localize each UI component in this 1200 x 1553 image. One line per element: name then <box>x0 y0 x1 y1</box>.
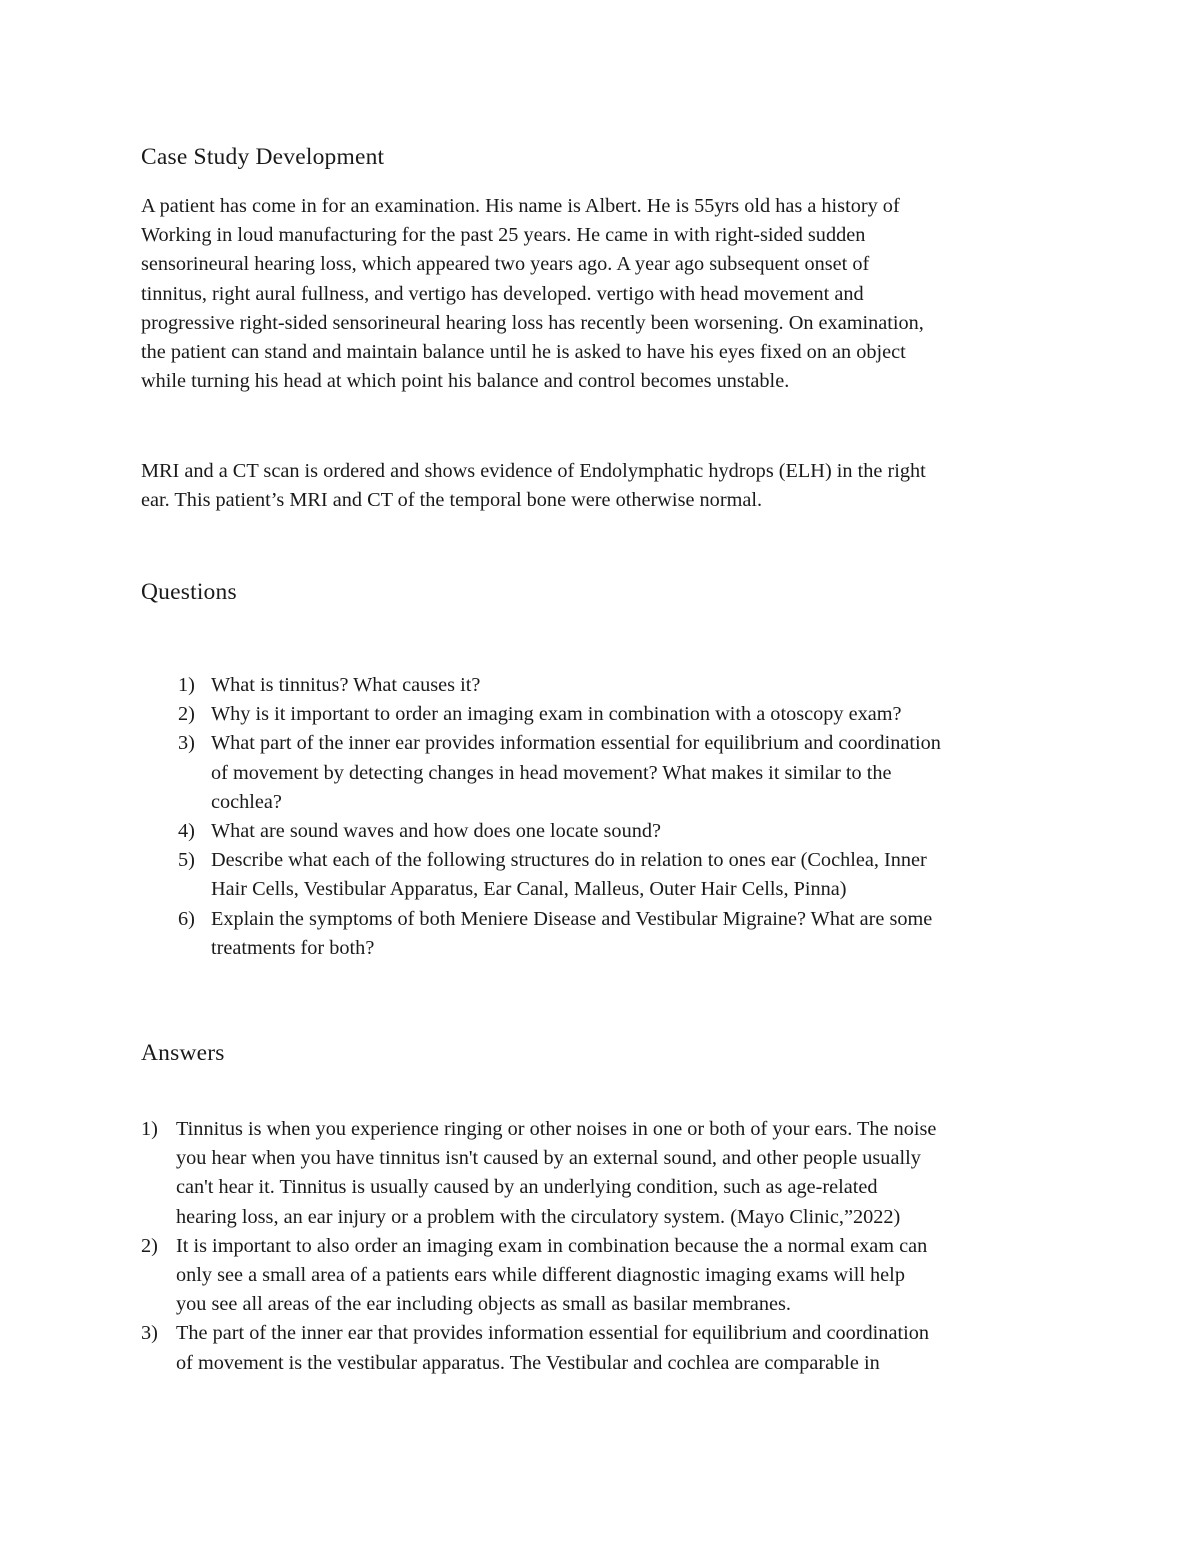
list-number: 1) <box>178 674 195 696</box>
paragraph-line: while turning his head at which point his balance and control becomes unstable. <box>141 370 790 393</box>
question-line: Explain the symptoms of both Meniere Disease and Vestibular Migraine? What are some <box>211 907 933 930</box>
answer-item <box>141 1319 936 1377</box>
question-line: What is tinnitus? What causes it? <box>211 674 481 696</box>
list-number: 5) <box>178 849 195 872</box>
list-number: 1) <box>141 1118 158 1140</box>
paragraph-line: progressive right-sided sensorineural hearing loss has recently been worsening. On examination, <box>141 311 924 334</box>
list-number: 4) <box>178 820 195 843</box>
case-study-paragraph-2 <box>141 457 1066 515</box>
question-line: Hair Cells, Vestibular Apparatus, Ear Canal, Malleus, Outer Hair Cells, Pinna) <box>211 878 847 901</box>
paragraph-line: ear. This patient’s MRI and CT of the temporal bone were otherwise normal. <box>141 489 763 512</box>
answer-line: of movement is the vestibular apparatus. The Vestibular and cochlea are comparable in <box>176 1351 880 1374</box>
answers-list <box>141 1115 936 1378</box>
questions-list <box>141 671 941 963</box>
question-line: cochlea? <box>211 790 282 813</box>
answers-title: Answers <box>141 1040 225 1066</box>
question-line: Why is it important to order an imaging exam in combination with a otoscopy exam? <box>211 703 902 726</box>
answer-item <box>141 1232 936 1320</box>
answer-line: It is important to also order an imaging exam in combination because the a normal exam can <box>176 1234 928 1257</box>
question-item <box>141 671 941 700</box>
list-number: 6) <box>178 907 195 930</box>
case-study-title: Case Study Development <box>141 144 385 170</box>
question-line: What are sound waves and how does one locate sound? <box>211 820 661 843</box>
paragraph-line: A patient has come in for an examination. His name is Albert. He is 55yrs old has a history of <box>141 195 900 217</box>
question-item <box>141 729 941 817</box>
answer-line: Tinnitus is when you experience ringing or other noises in one or both of your ears. The noise <box>176 1118 937 1140</box>
answer-item <box>141 1115 936 1232</box>
question-line: of movement by detecting changes in head movement? What makes it similar to the <box>211 761 892 784</box>
list-number: 3) <box>178 732 195 755</box>
question-line: What part of the inner ear provides information essential for equilibrium and coordination <box>211 732 941 755</box>
list-number: 3) <box>141 1322 158 1345</box>
answer-line: you hear when you have tinnitus isn't caused by an external sound, and other people usually <box>176 1147 921 1170</box>
paragraph-line: MRI and a CT scan is ordered and shows evidence of Endolymphatic hydrops (ELH) in the right <box>141 460 926 482</box>
answer-line: hearing loss, an ear injury or a problem with the circulatory system. (Mayo Clinic,”2022) <box>176 1205 901 1228</box>
list-number: 2) <box>178 703 195 726</box>
question-item <box>141 817 941 846</box>
answer-line: only see a small area of a patients ears while different diagnostic imaging exams will help <box>176 1264 905 1287</box>
question-line: Describe what each of the following structures do in relation to ones ear (Cochlea, Inner <box>211 849 927 872</box>
answer-line: you see all areas of the ear including objects as small as basilar membranes. <box>176 1293 791 1316</box>
paragraph-line: sensorineural hearing loss, which appeared two years ago. A year ago subsequent onset of <box>141 253 870 276</box>
answer-line: The part of the inner ear that provides information essential for equilibrium and coordination <box>176 1322 929 1345</box>
answer-line: can't hear it. Tinnitus is usually caused by an underlying condition, such as age-related <box>176 1176 878 1199</box>
question-item <box>141 905 941 963</box>
question-item <box>141 700 941 729</box>
paragraph-line: tinnitus, right aural fullness, and vertigo has developed. vertigo with head movement and <box>141 282 864 305</box>
questions-title: Questions <box>141 579 237 605</box>
paragraph-line: the patient can stand and maintain balance until he is asked to have his eyes fixed on an object <box>141 341 906 364</box>
case-study-paragraph-1 <box>141 192 1066 396</box>
question-line: treatments for both? <box>211 936 375 959</box>
question-item <box>141 846 941 904</box>
paragraph-line: Working in loud manufacturing for the past 25 years. He came in with right-sided sudden <box>141 224 866 247</box>
list-number: 2) <box>141 1234 158 1257</box>
